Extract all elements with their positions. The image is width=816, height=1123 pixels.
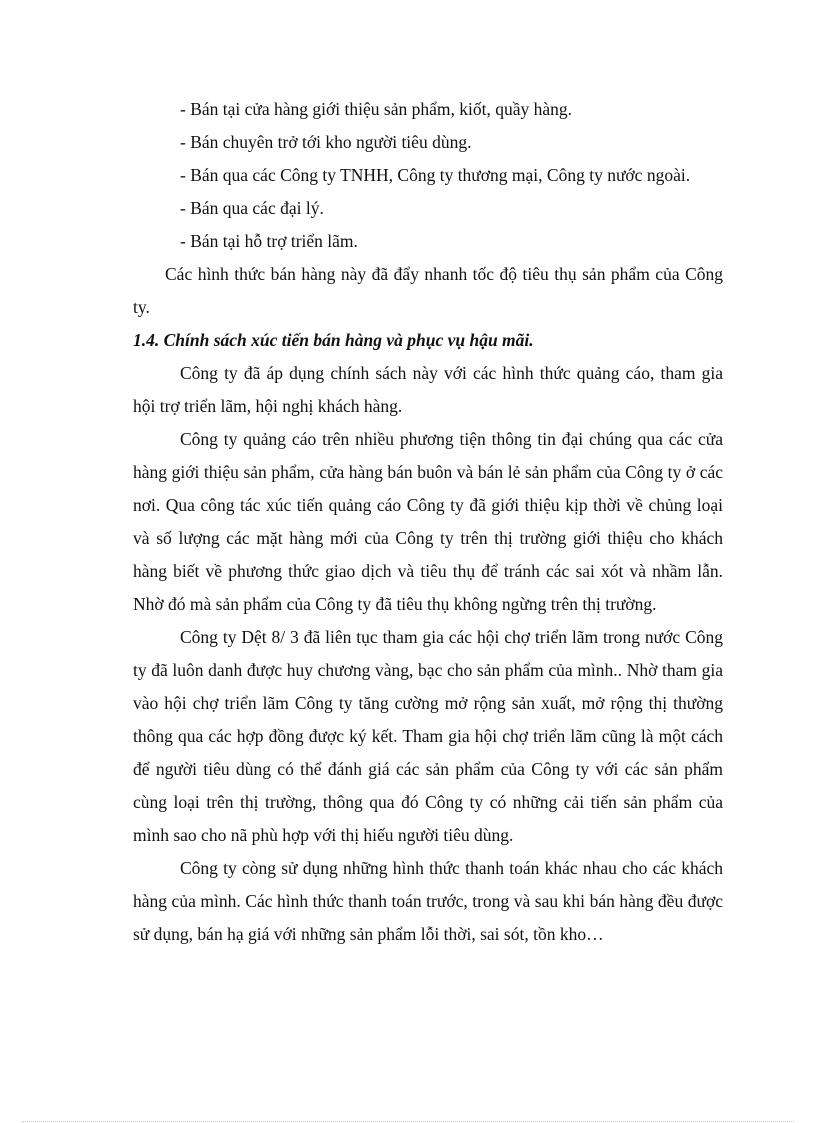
bullet-item: - Bán chuyên trở tới kho người tiêu dùng. — [180, 132, 472, 152]
body-paragraph: Công ty quảng cáo trên nhiều phương tiện thông tin đại chúng qua các cửa hàng giới thiệu sản phẩm, cửa hàng bán buôn và bán lẻ sản phẩm của Công ty ở các nơi. Qua công tác xúc tiến quảng cáo Công ty đã giới thiệu kịp thời về chủng loại và số lượng các mặt hàng mới của Công ty trên thị trường giới thiệu cho khách hàng biết về phương thức giao dịch và tiêu thụ để tránh các sai xót và nhầm lẫn. Nhờ đó mà sản phẩm của Công ty đã tiêu thụ không ngừng trên thị trường. — [133, 429, 723, 614]
body-paragraph: Công ty Dệt 8/ 3 đã liên tục tham gia các hội chợ triển lãm trong nước Công ty đã luôn danh được huy chương vàng, bạc cho sản phẩm của mình.. Nhờ tham gia vào hội chợ triển lãm Công ty tăng cường mở rộng sản xuất, mở rộng thị thường thông qua các hợp đồng được ký kết. Tham gia hội chợ triển lãm cũng là một cách để người tiêu dùng có thể đánh giá các sản phẩm của Công ty với các sản phẩm cùng loại trên thị trường, thông qua đó Công ty có những cải tiến sản phẩm của mình sao cho nã phù hợp với thị hiếu người tiêu dùng. — [133, 627, 723, 845]
body-paragraph: Công ty còng sử dụng những hình thức thanh toán khác nhau cho các khách hàng của mình. Các hình thức thanh toán trước, trong và sau khi bán hàng đều được sử dụng, bán hạ giá với những sản phẩm lỗi thời, sai sót, tồn kho… — [133, 858, 723, 944]
bullet-item: - Bán qua các Công ty TNHH, Công ty thương mại, Công ty nước ngoài. — [180, 165, 691, 185]
section-heading: 1.4. Chính sách xúc tiến bán hàng và phục vụ hậu mãi. — [133, 330, 534, 350]
page-body — [133, 93, 723, 951]
body-paragraph: Công ty đã áp dụng chính sách này với các hình thức quảng cáo, tham gia hội trợ triển lãm, hội nghị khách hàng. — [133, 363, 723, 416]
bullet-item: - Bán tại cửa hàng giới thiệu sản phẩm, kiốt, quầy hàng. — [180, 99, 572, 119]
bullet-item: - Bán qua các đại lý. — [180, 198, 324, 218]
intro-paragraph: Các hình thức bán hàng này đã đẩy nhanh tốc độ tiêu thụ sản phẩm của Công ty. — [133, 264, 723, 317]
bullet-item: - Bán tại hỗ trợ triển lãm. — [180, 231, 358, 251]
page-bottom-divider — [22, 1121, 794, 1122]
